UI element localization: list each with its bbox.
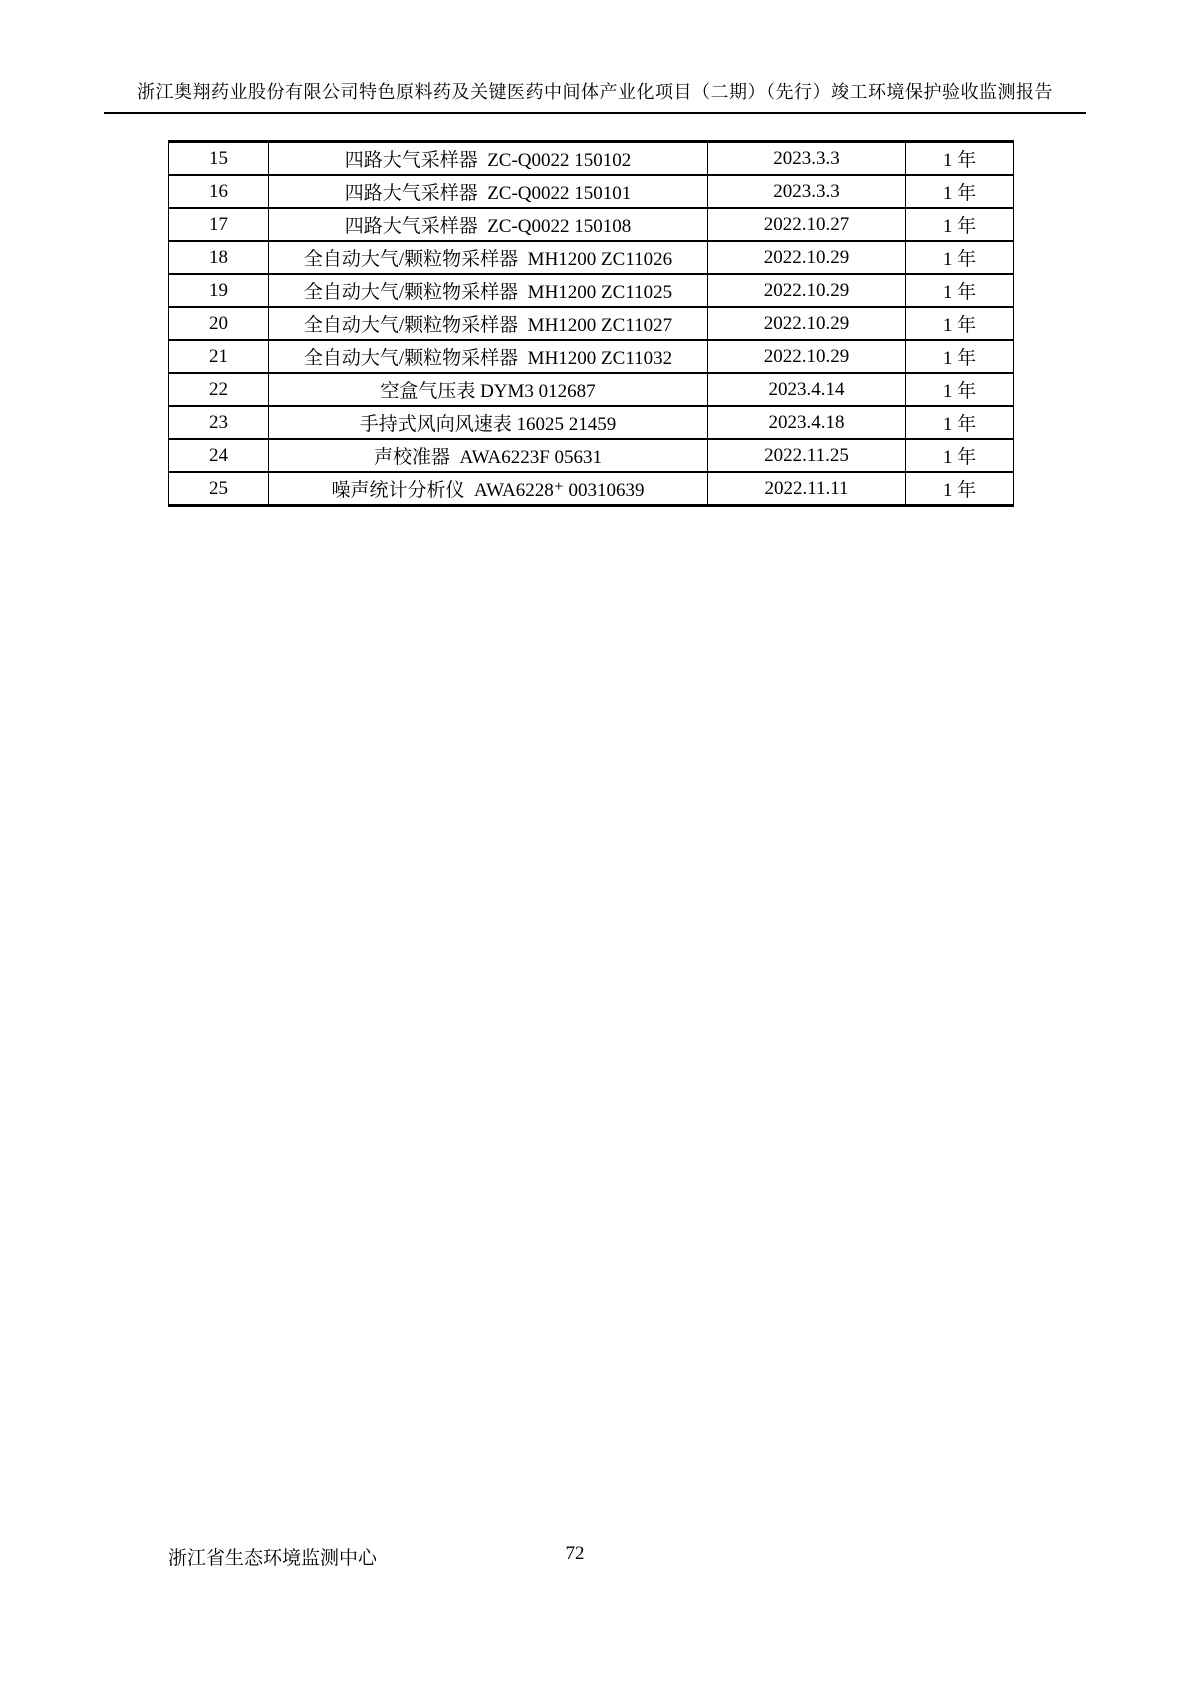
equipment-name-cell: 四路大气采样器 ZC-Q0022 150101 [269, 175, 708, 208]
equipment-name-cell: 手持式风向风速表 16025 21459 [269, 406, 708, 439]
table-row [169, 340, 1014, 373]
equipment-name-cell: 空盒气压表 DYM3 012687 [269, 373, 708, 406]
equipment-name-cell: 声校准器 AWA6223F 05631 [269, 439, 708, 472]
validity-period-cell: 1 年 [906, 274, 1014, 307]
row-number-cell: 16 [169, 175, 269, 208]
row-number-cell: 25 [169, 472, 269, 506]
calibration-date-cell: 2022.11.11 [708, 472, 906, 506]
calibration-date-cell: 2022.10.29 [708, 241, 906, 274]
calibration-date-cell: 2023.4.14 [708, 373, 906, 406]
validity-period-cell: 1 年 [906, 241, 1014, 274]
validity-period-cell: 1 年 [906, 175, 1014, 208]
table-row [169, 472, 1014, 506]
calibration-date-cell: 2023.3.3 [708, 142, 906, 176]
calibration-date-cell: 2022.10.27 [708, 208, 906, 241]
validity-period-cell: 1 年 [906, 142, 1014, 176]
equipment-name-cell: 全自动大气/颗粒物采样器 MH1200 ZC11032 [269, 340, 708, 373]
equipment-table-body [169, 142, 1014, 506]
equipment-name-cell: 四路大气采样器 ZC-Q0022 150108 [269, 208, 708, 241]
validity-period-cell: 1 年 [906, 472, 1014, 506]
row-number-cell: 17 [169, 208, 269, 241]
calibration-date-cell: 2022.10.29 [708, 274, 906, 307]
equipment-name-cell: 噪声统计分析仪 AWA6228⁺ 00310639 [269, 472, 708, 506]
table-row [169, 175, 1014, 208]
calibration-date-cell: 2022.10.29 [708, 340, 906, 373]
equipment-name-cell: 全自动大气/颗粒物采样器 MH1200 ZC11025 [269, 274, 708, 307]
row-number-cell: 24 [169, 439, 269, 472]
table-row [169, 142, 1014, 176]
table-row [169, 406, 1014, 439]
calibration-date-cell: 2023.3.3 [708, 175, 906, 208]
equipment-name-cell: 四路大气采样器 ZC-Q0022 150102 [269, 142, 708, 176]
calibration-date-cell: 2023.4.18 [708, 406, 906, 439]
calibration-date-cell: 2022.11.25 [708, 439, 906, 472]
validity-period-cell: 1 年 [906, 406, 1014, 439]
validity-period-cell: 1 年 [906, 439, 1014, 472]
row-number-cell: 19 [169, 274, 269, 307]
equipment-name-cell: 全自动大气/颗粒物采样器 MH1200 ZC11026 [269, 241, 708, 274]
table-row [169, 373, 1014, 406]
validity-period-cell: 1 年 [906, 373, 1014, 406]
calibration-date-cell: 2022.10.29 [708, 307, 906, 340]
equipment-name-cell: 全自动大气/颗粒物采样器 MH1200 ZC11027 [269, 307, 708, 340]
table-row [169, 241, 1014, 274]
row-number-cell: 20 [169, 307, 269, 340]
row-number-cell: 23 [169, 406, 269, 439]
footer-page-number: 72 [565, 1543, 585, 1564]
equipment-calibration-table [168, 140, 1014, 507]
footer-organization: 浙江省生态环境监测中心 [168, 1548, 378, 1569]
report-header-title: 浙江奥翔药业股份有限公司特色原料药及关键医药中间体产业化项目（二期）（先行）竣工环境保护验收监测报告 [104, 78, 1086, 114]
validity-period-cell: 1 年 [906, 307, 1014, 340]
table-row [169, 439, 1014, 472]
validity-period-cell: 1 年 [906, 340, 1014, 373]
table-row [169, 274, 1014, 307]
row-number-cell: 15 [169, 142, 269, 176]
row-number-cell: 18 [169, 241, 269, 274]
table-row [169, 307, 1014, 340]
table-row [169, 208, 1014, 241]
row-number-cell: 21 [169, 340, 269, 373]
row-number-cell: 22 [169, 373, 269, 406]
validity-period-cell: 1 年 [906, 208, 1014, 241]
